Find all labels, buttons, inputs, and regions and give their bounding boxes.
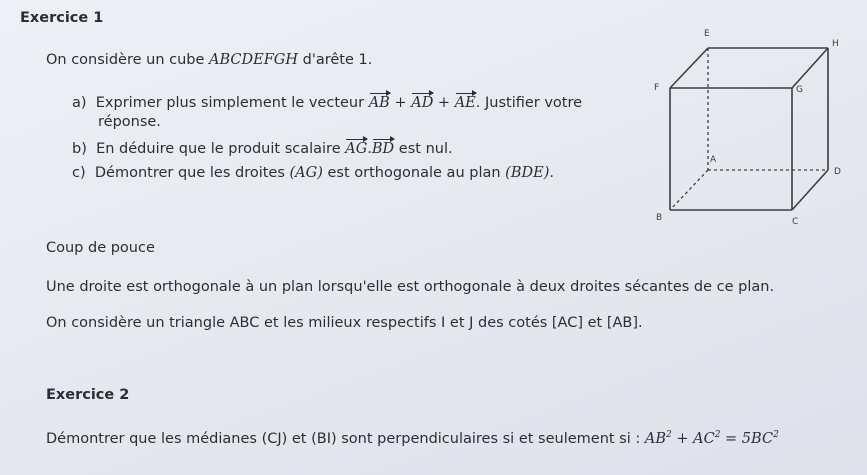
hint-line-2: On considère un triangle ABC et les milieux respectifs I et J des cotés [AC] et [AB]. (46, 315, 643, 331)
label-e: E (704, 29, 710, 39)
cube-name: ABCDEFGH (209, 52, 299, 68)
question-a-continued: réponse. (98, 114, 161, 130)
question-a: a) Exprimer plus simplement le vecteur AB + AD + AE. Justifier votre (72, 92, 582, 111)
vector-bd: BD (372, 138, 394, 157)
vector-ag: AG (345, 138, 367, 157)
vector-ad: AD (411, 92, 433, 111)
vector-ae: AE (455, 92, 476, 111)
label-a: A (710, 155, 717, 165)
edge-fe (670, 48, 708, 88)
cube-figure (640, 22, 860, 232)
formula: $AB^2 + AC^2 = 5BC^2$ (644, 430, 779, 447)
label-g: G (796, 85, 803, 95)
hint-line-1: Une droite est orthogonale à un plan lorsqu'elle est orthogonale à deux droites sécantes de ce plan. (46, 279, 775, 295)
hint-title: Coup de pouce (46, 240, 155, 256)
edge-ab-hidden (670, 170, 708, 210)
label-f: F (654, 83, 660, 93)
question-c: c) Démontrer que les droites (AG) est orthogonale au plan (BDE). (72, 165, 554, 181)
exercise-1-title: Exercice 1 (20, 10, 104, 26)
question-b: b) En déduire que le produit scalaire AG.BD est nul. (72, 138, 453, 157)
label-c: C (792, 217, 799, 227)
exercise-2-title: Exercice 2 (46, 387, 130, 403)
exercise-1-intro: On considère un cube ABCDEFGH d'arête 1. (46, 52, 373, 68)
edge-gh (792, 48, 828, 88)
label-h: H (832, 39, 839, 49)
label-b: B (656, 213, 663, 223)
exercise-2-statement: Démontrer que les médianes (CJ) et (BI) sont perpendiculaires si et seulement si : $AB^2 + AC^2 = 5BC^2$ (46, 430, 779, 447)
vector-ab: AB (369, 92, 390, 111)
edge-cd (792, 170, 828, 210)
label-d: D (834, 167, 841, 177)
